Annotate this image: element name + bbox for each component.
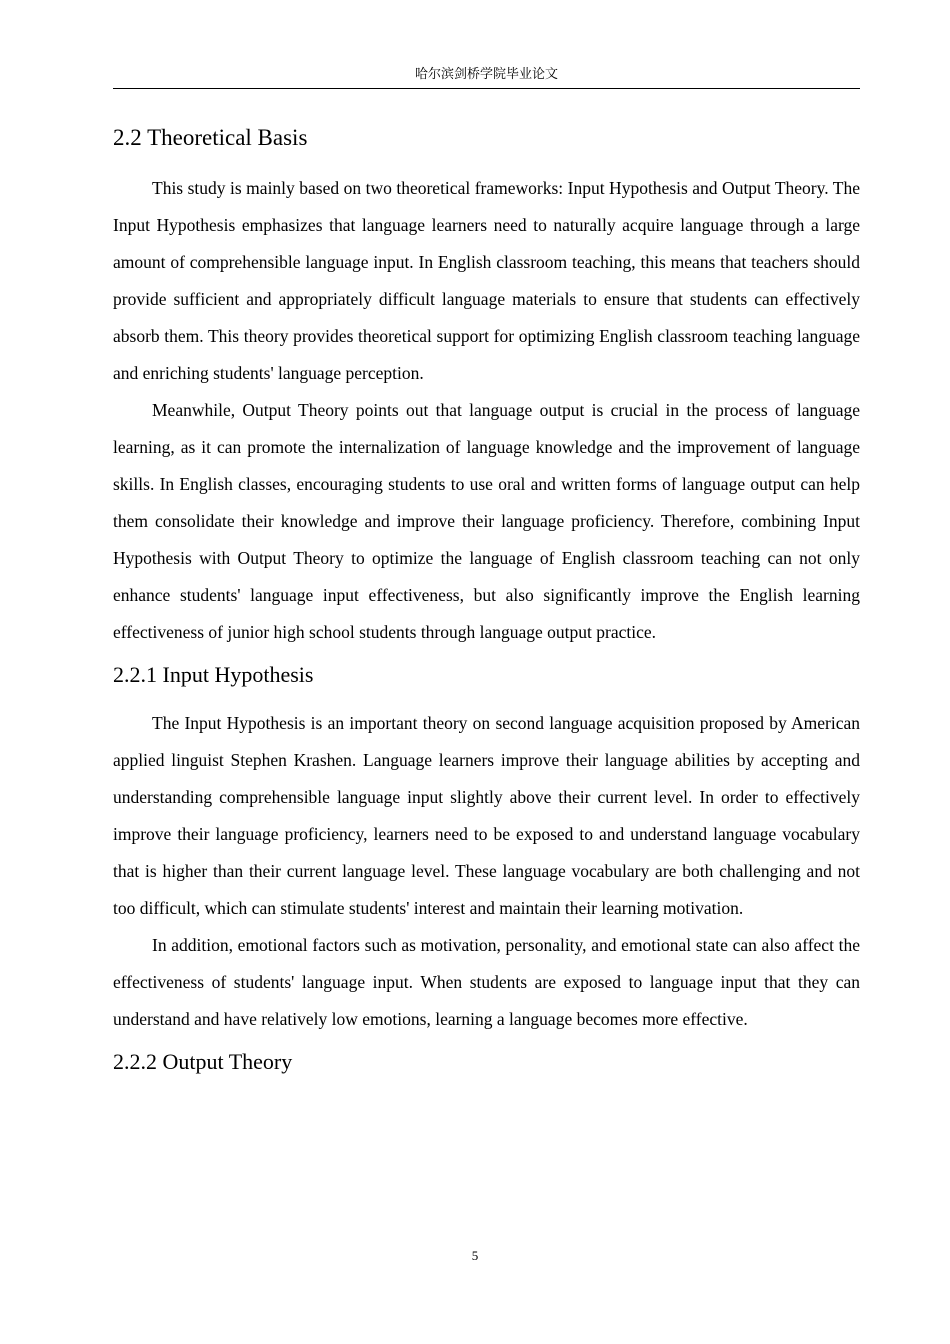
subsection-heading-input-hypothesis: 2.2.1 Input Hypothesis [113,662,314,687]
page-header: 哈尔滨剑桥学院毕业论文 [113,64,860,89]
body-paragraph: Meanwhile, Output Theory points out that language output is crucial in the process of language learning, as it can promote the internalization of language knowledge and the improvement of language skills. In English classes, encouraging students to use oral and written forms of language output can help them consolidate their knowledge and improve their language proficiency. Therefore, combining Input Hypothesis with Output Theory to optimize the language of English classroom teaching can not only enhance students' language input effectiveness, but also significantly improve the English learning effectiveness of junior high school students through language output practice. [113,400,860,642]
body-paragraph: The Input Hypothesis is an important theory on second language acquisition proposed by American applied linguist Stephen Krashen. Language learners improve their language abilities by accepting and understanding comprehensible language input slightly above their current level. In order to effectively improve their language proficiency, learners need to be exposed to and understand language vocabulary that is higher than their current language level. These language vocabulary are both challenging and not too difficult, which can stimulate students' interest and maintain their learning motivation. [113,713,860,918]
subsection-heading-output-theory: 2.2.2 Output Theory [113,1049,293,1074]
section-heading: 2.2 Theoretical Basis [113,125,308,150]
page-content [113,118,860,1092]
body-paragraph: In addition, emotional factors such as motivation, personality, and emotional state can also affect the effectiveness of students' language input. When students are exposed to language input that they can understand and have relatively low emotions, learning a language becomes more effective. [113,935,860,1029]
body-paragraph: This study is mainly based on two theoretical frameworks: Input Hypothesis and Output Theory. The Input Hypothesis emphasizes that language learners need to naturally acquire language through a large amount of comprehensible language input. In English classroom teaching, this means that teachers should provide sufficient and appropriately difficult language materials to ensure that students can effectively absorb them. This theory provides theoretical support for optimizing English classroom teaching language and enriching students' language perception. [113,178,860,383]
page-number: 5 [471,1248,479,1263]
